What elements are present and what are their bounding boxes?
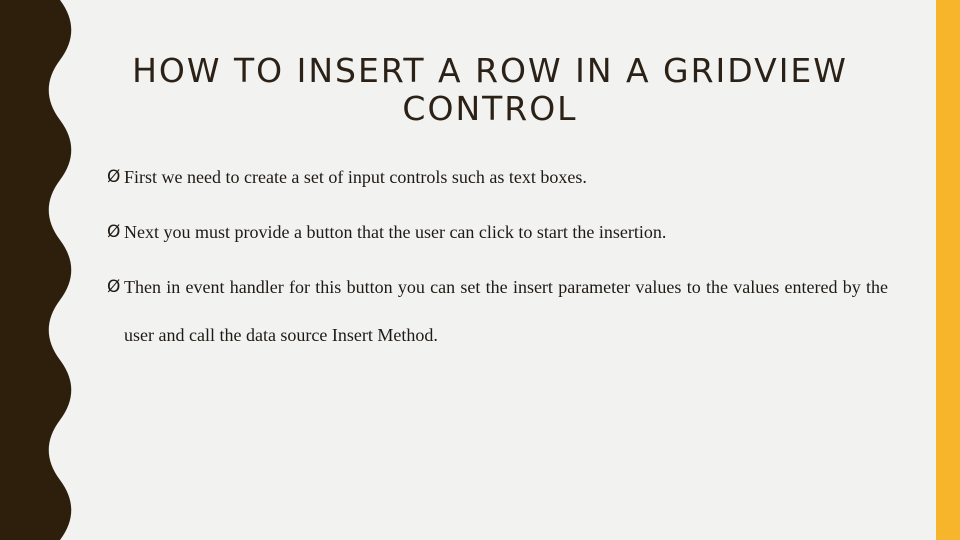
slide-title: HOW TO INSERT A ROW IN A GRIDVIEW CONTROL (132, 51, 848, 129)
bullet-text: First we need to create a set of input controls such as text boxes. (124, 167, 587, 187)
wavy-band-shape (0, 0, 71, 540)
bullet-text: Next you must provide a button that the user can click to start the insertion. (124, 222, 667, 242)
left-wavy-band (0, 0, 80, 540)
arrow-bullet-icon: Ø (107, 277, 121, 297)
bullet-text: Then in event handler for this button you can set the insert parameter values to the values entered by the user and call the data source Insert Method. (124, 277, 888, 345)
arrow-bullet-icon: Ø (107, 167, 121, 187)
bullet-item (107, 162, 888, 192)
arrow-bullet-icon: Ø (107, 222, 121, 242)
bullet-list (107, 162, 888, 384)
bullet-item (107, 263, 888, 359)
right-accent-bar (936, 0, 960, 540)
bullet-item (107, 217, 888, 247)
